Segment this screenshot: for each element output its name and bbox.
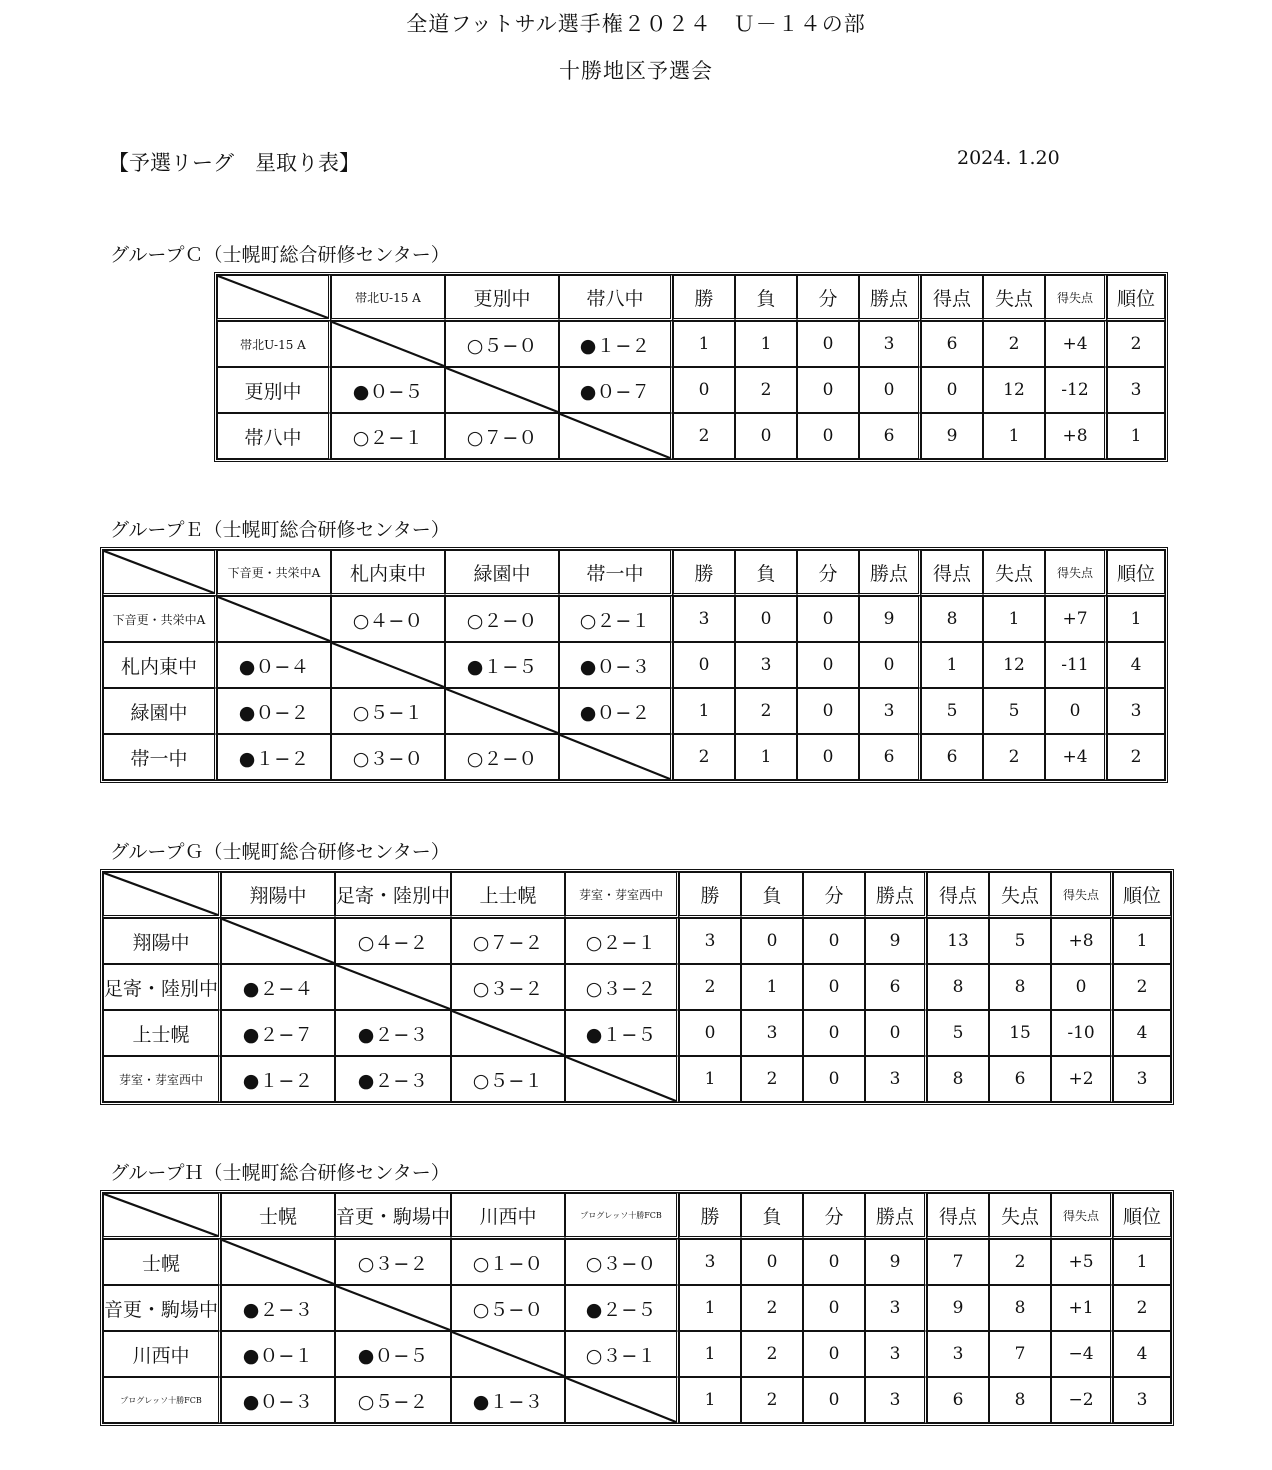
match-result: ○２−１ (565, 918, 679, 964)
stat-win: 1 (679, 1377, 741, 1423)
stat-win: 3 (679, 918, 741, 964)
match-result: ○２−０ (445, 734, 559, 780)
stat-draw: 0 (797, 642, 859, 688)
stat-points: 9 (865, 918, 927, 964)
column-header-win: 勝 (679, 872, 741, 918)
stat-points: 3 (865, 1056, 927, 1102)
stat-loss: 1 (741, 964, 803, 1010)
stat-loss: 0 (741, 918, 803, 964)
stat-loss: 1 (735, 734, 797, 780)
corner-cell (217, 275, 331, 321)
team-name: 緑園中 (103, 688, 217, 734)
opponent-header: 士幌 (221, 1193, 335, 1239)
stat-goals-against: 2 (983, 734, 1045, 780)
team-name: 帯北U-15 A (217, 321, 331, 367)
column-header-goals-for: 得点 (927, 1193, 989, 1239)
stat-points: 3 (865, 1331, 927, 1377)
team-name: 更別中 (217, 367, 331, 413)
team-name: 足寄・陸別中 (103, 964, 221, 1010)
stat-loss: 1 (735, 321, 797, 367)
stat-win: 3 (679, 1239, 741, 1285)
match-result: ○４−２ (335, 918, 451, 964)
stat-points: 3 (859, 321, 921, 367)
opponent-header: 音更・駒場中 (335, 1193, 451, 1239)
column-header-rank: 順位 (1113, 1193, 1171, 1239)
column-header-goals-against: 失点 (989, 872, 1051, 918)
page-title: 全道フットサル選手権２０２４ Ｕ－１４の部 (406, 12, 866, 36)
column-header-loss: 負 (735, 550, 797, 596)
self-match-cell (565, 1056, 679, 1102)
match-result: ●２−３ (221, 1285, 335, 1331)
column-header-goals-against: 失点 (983, 550, 1045, 596)
stat-loss: 0 (741, 1239, 803, 1285)
opponent-header: 足寄・陸別中 (335, 872, 451, 918)
opponent-header: 更別中 (445, 275, 559, 321)
page-subtitle: 十勝地区予選会 (559, 59, 713, 83)
column-header-points: 勝点 (859, 275, 921, 321)
table-row (103, 1056, 1171, 1102)
stat-goals-against: 5 (989, 918, 1051, 964)
team-name: プログレッソ十勝FCB (103, 1377, 221, 1423)
match-result: ○１−０ (451, 1239, 565, 1285)
match-result: ●０−５ (335, 1331, 451, 1377)
column-header-goals-for: 得点 (921, 550, 983, 596)
stat-win: 2 (679, 964, 741, 1010)
standings-table (100, 869, 1174, 1105)
match-result: ○７−２ (451, 918, 565, 964)
stat-win: 3 (673, 596, 735, 642)
column-header-points: 勝点 (859, 550, 921, 596)
stat-draw: 0 (797, 413, 859, 459)
stat-goals-against: 12 (983, 367, 1045, 413)
column-header-rank: 順位 (1107, 550, 1165, 596)
stat-rank: 1 (1107, 413, 1165, 459)
match-result: ●２−７ (221, 1010, 335, 1056)
stat-goals-for: 6 (927, 1377, 989, 1423)
stat-loss: 3 (741, 1010, 803, 1056)
self-match-cell (451, 1010, 565, 1056)
stat-goal-diff: -11 (1045, 642, 1107, 688)
column-header-win: 勝 (673, 275, 735, 321)
stat-loss: 2 (741, 1377, 803, 1423)
stat-loss: 2 (741, 1056, 803, 1102)
corner-cell (103, 1193, 221, 1239)
opponent-header: 帯北U-15 A (331, 275, 445, 321)
stat-win: 0 (673, 642, 735, 688)
stat-rank: 1 (1113, 918, 1171, 964)
stat-goals-for: 5 (927, 1010, 989, 1056)
table-row (103, 1239, 1171, 1285)
team-name: 上士幌 (103, 1010, 221, 1056)
team-name: 帯一中 (103, 734, 217, 780)
table-row (103, 688, 1165, 734)
stat-win: 1 (673, 321, 735, 367)
opponent-header: 川西中 (451, 1193, 565, 1239)
stat-points: 6 (859, 734, 921, 780)
match-result: ●１−５ (445, 642, 559, 688)
match-result: ○２−０ (445, 596, 559, 642)
stat-rank: 1 (1113, 1239, 1171, 1285)
stat-draw: 0 (803, 1239, 865, 1285)
self-match-cell (335, 1285, 451, 1331)
stat-goal-diff: -10 (1051, 1010, 1113, 1056)
stat-rank: 3 (1113, 1056, 1171, 1102)
table-row (103, 1331, 1171, 1377)
stat-points: 6 (859, 413, 921, 459)
opponent-header: 上士幌 (451, 872, 565, 918)
stat-points: 0 (865, 1010, 927, 1056)
stat-rank: 4 (1113, 1331, 1171, 1377)
column-header-goals-against: 失点 (983, 275, 1045, 321)
stat-points: 0 (859, 642, 921, 688)
match-result: ○７−０ (445, 413, 559, 459)
table-row (103, 642, 1165, 688)
match-result: ○５−１ (331, 688, 445, 734)
match-result: ●０−２ (559, 688, 673, 734)
self-match-cell (331, 642, 445, 688)
match-result: ●０−２ (217, 688, 331, 734)
group-label: グループＧ（士幌町総合研修センター） (110, 841, 450, 863)
match-result: ●０−３ (221, 1377, 335, 1423)
match-result: ●０−１ (221, 1331, 335, 1377)
group-label: グループＥ（士幌町総合研修センター） (110, 519, 450, 541)
team-name: 芽室・芽室西中 (103, 1056, 221, 1102)
match-result: ●２−４ (221, 964, 335, 1010)
table-row (103, 1010, 1171, 1056)
stat-draw: 0 (797, 688, 859, 734)
opponent-header: 帯八中 (559, 275, 673, 321)
stat-draw: 0 (803, 1010, 865, 1056)
stat-goals-for: 9 (921, 413, 983, 459)
match-result: ○２−１ (559, 596, 673, 642)
self-match-cell (445, 367, 559, 413)
stat-goal-diff: 0 (1045, 688, 1107, 734)
opponent-header: 帯一中 (559, 550, 673, 596)
stat-loss: 2 (735, 688, 797, 734)
opponent-header: 緑園中 (445, 550, 559, 596)
stat-goals-against: 5 (983, 688, 1045, 734)
stat-goal-diff: +5 (1051, 1239, 1113, 1285)
match-result: ●１−２ (221, 1056, 335, 1102)
match-result: ●１−３ (451, 1377, 565, 1423)
stat-goals-for: 7 (927, 1239, 989, 1285)
stat-rank: 2 (1107, 734, 1165, 780)
match-result: ●０−５ (331, 367, 445, 413)
stat-draw: 0 (803, 1377, 865, 1423)
stat-goal-diff: −2 (1051, 1377, 1113, 1423)
table-row (217, 367, 1165, 413)
team-name: 下音更・共栄中A (103, 596, 217, 642)
match-result: ○５−１ (451, 1056, 565, 1102)
standings-table (100, 1190, 1174, 1426)
stat-goals-against: 1 (983, 596, 1045, 642)
column-header-draw: 分 (797, 550, 859, 596)
stat-goals-for: 6 (921, 734, 983, 780)
column-header-goals-for: 得点 (927, 872, 989, 918)
stat-win: 1 (679, 1331, 741, 1377)
stat-draw: 0 (803, 1056, 865, 1102)
column-header-points: 勝点 (865, 1193, 927, 1239)
match-result: ●１−２ (217, 734, 331, 780)
stat-win: 0 (679, 1010, 741, 1056)
table-row (103, 964, 1171, 1010)
section-title: 【予選リーグ 星取り表】 (108, 151, 360, 175)
stat-win: 1 (679, 1285, 741, 1331)
match-result: ●０−７ (559, 367, 673, 413)
match-result: ○４−０ (331, 596, 445, 642)
stat-loss: 0 (735, 596, 797, 642)
self-match-cell (451, 1331, 565, 1377)
self-match-cell (221, 918, 335, 964)
opponent-header: 下音更・共栄中A (217, 550, 331, 596)
stat-goals-for: 13 (927, 918, 989, 964)
stat-points: 0 (859, 367, 921, 413)
match-result: ○５−０ (445, 321, 559, 367)
column-header-rank: 順位 (1107, 275, 1165, 321)
stat-goals-against: 15 (989, 1010, 1051, 1056)
match-result: ○３−０ (331, 734, 445, 780)
self-match-cell (221, 1239, 335, 1285)
stat-goal-diff: +8 (1051, 918, 1113, 964)
stat-goals-for: 5 (921, 688, 983, 734)
column-header-loss: 負 (741, 1193, 803, 1239)
stat-loss: 3 (735, 642, 797, 688)
self-match-cell (565, 1377, 679, 1423)
stat-points: 3 (865, 1377, 927, 1423)
team-name: 音更・駒場中 (103, 1285, 221, 1331)
team-name: 札内東中 (103, 642, 217, 688)
stat-goal-diff: +4 (1045, 321, 1107, 367)
stat-goals-against: 12 (983, 642, 1045, 688)
self-match-cell (217, 596, 331, 642)
match-result: ○３−２ (565, 964, 679, 1010)
match-result: ○２−１ (331, 413, 445, 459)
match-result: ●０−４ (217, 642, 331, 688)
match-result: ●２−５ (565, 1285, 679, 1331)
opponent-header: 翔陽中 (221, 872, 335, 918)
stat-goal-diff: +7 (1045, 596, 1107, 642)
match-result: ●０−３ (559, 642, 673, 688)
stat-points: 3 (859, 688, 921, 734)
stat-rank: 2 (1107, 321, 1165, 367)
stat-draw: 0 (803, 1285, 865, 1331)
stat-goals-against: 8 (989, 1377, 1051, 1423)
stat-rank: 2 (1113, 964, 1171, 1010)
date-label: 2024. 1.20 (957, 147, 1060, 169)
match-result: ●１−２ (559, 321, 673, 367)
stat-goal-diff: +1 (1051, 1285, 1113, 1331)
self-match-cell (445, 688, 559, 734)
stat-draw: 0 (797, 321, 859, 367)
table-row (103, 1377, 1171, 1423)
column-header-goals-for: 得点 (921, 275, 983, 321)
stat-draw: 0 (797, 367, 859, 413)
self-match-cell (559, 413, 673, 459)
stat-goals-against: 7 (989, 1331, 1051, 1377)
column-header-goals-against: 失点 (989, 1193, 1051, 1239)
stat-goals-for: 8 (927, 1056, 989, 1102)
column-header-points: 勝点 (865, 872, 927, 918)
stat-loss: 2 (741, 1331, 803, 1377)
stat-goal-diff: +4 (1045, 734, 1107, 780)
table-row (103, 734, 1165, 780)
corner-cell (103, 550, 217, 596)
stat-points: 9 (865, 1239, 927, 1285)
stat-rank: 1 (1107, 596, 1165, 642)
stat-win: 1 (673, 688, 735, 734)
stat-draw: 0 (803, 1331, 865, 1377)
stat-draw: 0 (803, 918, 865, 964)
table-row (103, 918, 1171, 964)
match-result: ●２−３ (335, 1056, 451, 1102)
column-header-goal-diff: 得失点 (1045, 275, 1107, 321)
team-name: 士幌 (103, 1239, 221, 1285)
stat-goals-against: 8 (989, 964, 1051, 1010)
stat-goals-against: 1 (983, 413, 1045, 459)
stat-rank: 2 (1113, 1285, 1171, 1331)
stat-goal-diff: +2 (1051, 1056, 1113, 1102)
stat-goal-diff: 0 (1051, 964, 1113, 1010)
table-row (103, 596, 1165, 642)
stat-goal-diff: -12 (1045, 367, 1107, 413)
opponent-header: 札内東中 (331, 550, 445, 596)
stat-win: 0 (673, 367, 735, 413)
column-header-draw: 分 (803, 1193, 865, 1239)
stat-goals-against: 6 (989, 1056, 1051, 1102)
match-result: ●１−５ (565, 1010, 679, 1056)
column-header-goal-diff: 得失点 (1051, 1193, 1113, 1239)
opponent-header: 芽室・芽室西中 (565, 872, 679, 918)
stat-points: 9 (859, 596, 921, 642)
team-name: 川西中 (103, 1331, 221, 1377)
stat-points: 6 (865, 964, 927, 1010)
group-label: グループＣ（士幌町総合研修センター） (110, 244, 450, 266)
stat-win: 1 (679, 1056, 741, 1102)
column-header-draw: 分 (803, 872, 865, 918)
stat-win: 2 (673, 413, 735, 459)
stat-goals-for: 9 (927, 1285, 989, 1331)
stat-rank: 3 (1113, 1377, 1171, 1423)
column-header-win: 勝 (673, 550, 735, 596)
stat-rank: 3 (1107, 688, 1165, 734)
stat-draw: 0 (797, 596, 859, 642)
standings-table (100, 547, 1168, 783)
self-match-cell (335, 964, 451, 1010)
match-result: ●２−３ (335, 1010, 451, 1056)
column-header-goal-diff: 得失点 (1045, 550, 1107, 596)
group-label: グループＨ（士幌町総合研修センター） (110, 1162, 450, 1184)
match-result: ○３−０ (565, 1239, 679, 1285)
stat-goals-for: 8 (927, 964, 989, 1010)
stat-points: 3 (865, 1285, 927, 1331)
team-name: 翔陽中 (103, 918, 221, 964)
self-match-cell (559, 734, 673, 780)
column-header-goal-diff: 得失点 (1051, 872, 1113, 918)
match-result: ○３−２ (335, 1239, 451, 1285)
stat-goals-against: 2 (989, 1239, 1051, 1285)
table-row (217, 321, 1165, 367)
match-result: ○５−０ (451, 1285, 565, 1331)
stat-rank: 4 (1107, 642, 1165, 688)
stat-goals-against: 2 (983, 321, 1045, 367)
match-result: ○３−２ (451, 964, 565, 1010)
stat-goals-against: 8 (989, 1285, 1051, 1331)
self-match-cell (331, 321, 445, 367)
table-row (217, 413, 1165, 459)
stat-goals-for: 6 (921, 321, 983, 367)
stat-loss: 0 (735, 413, 797, 459)
match-result: ○３−１ (565, 1331, 679, 1377)
opponent-header: プログレッソ十勝FCB (565, 1193, 679, 1239)
column-header-win: 勝 (679, 1193, 741, 1239)
standings-table (214, 272, 1168, 462)
corner-cell (103, 872, 221, 918)
stat-loss: 2 (741, 1285, 803, 1331)
stat-loss: 2 (735, 367, 797, 413)
stat-goal-diff: −4 (1051, 1331, 1113, 1377)
match-result: ○５−２ (335, 1377, 451, 1423)
stat-goals-for: 0 (921, 367, 983, 413)
stat-goals-for: 3 (927, 1331, 989, 1377)
table-row (103, 1285, 1171, 1331)
column-header-rank: 順位 (1113, 872, 1171, 918)
stat-draw: 0 (797, 734, 859, 780)
stat-rank: 4 (1113, 1010, 1171, 1056)
stat-draw: 0 (803, 964, 865, 1010)
stat-goals-for: 8 (921, 596, 983, 642)
stat-goals-for: 1 (921, 642, 983, 688)
stat-rank: 3 (1107, 367, 1165, 413)
column-header-loss: 負 (735, 275, 797, 321)
column-header-loss: 負 (741, 872, 803, 918)
stat-goal-diff: +8 (1045, 413, 1107, 459)
team-name: 帯八中 (217, 413, 331, 459)
column-header-draw: 分 (797, 275, 859, 321)
stat-win: 2 (673, 734, 735, 780)
